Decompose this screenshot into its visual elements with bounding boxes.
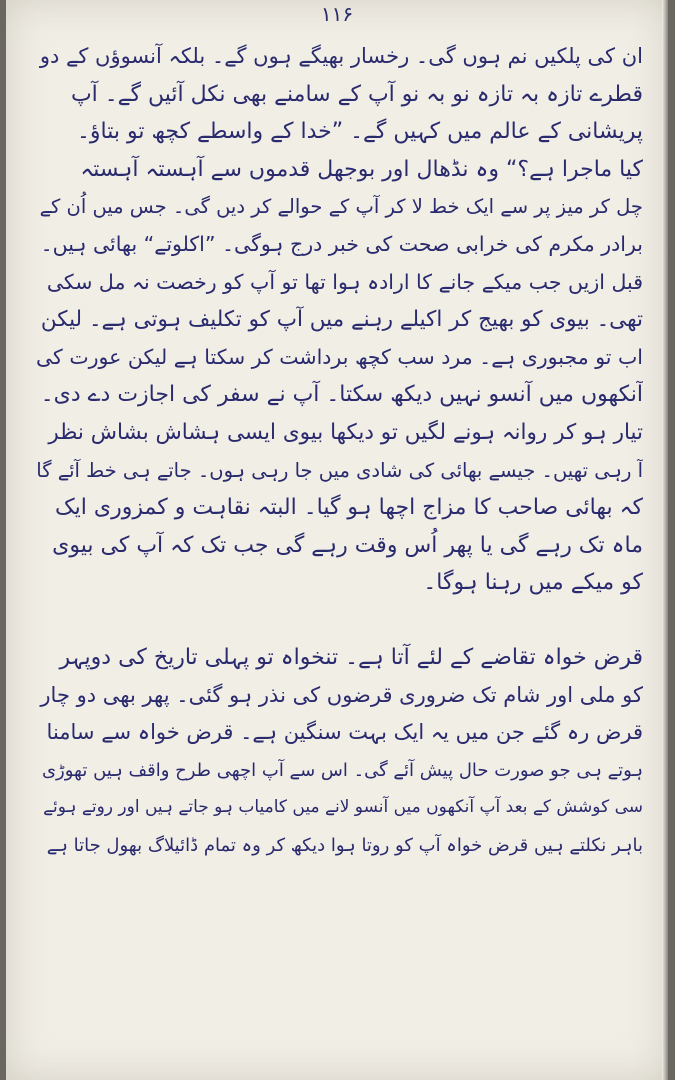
text-line: سی کوشش کے بعد آپ آنکھوں میں آنسو لانے میں کامیاب ہو جاتے ہیں اور روتے ہوئے [43, 797, 643, 818]
text-line: باہر نکلتے ہیں قرض خواہ آپ کو روتا ہوا دیکھ کر وہ تمام ڈائیلاگ بھول جاتا ہے [46, 834, 643, 856]
paragraph-1 [36, 38, 643, 602]
text-line: برادر مکرم کی خرابی صحت کی خبر درج ہوگی۔ ”اکلوتے“ بھائی ہیں۔ [40, 231, 643, 256]
text-line: تھی۔ بیوی کو بھیج کر اکیلے رہنے میں آپ کو تکلیف ہوتی ہے۔ لیکن [40, 307, 643, 333]
page-number: ۱۱۶ [320, 2, 354, 26]
text-line: کو میکے میں رہنا ہوگا۔ [423, 570, 643, 596]
book-page [6, 0, 668, 1080]
text-line: قبل ازیں جب میکے جانے کا ارادہ ہوا تھا تو آپ کو رخصت نہ مل سکی [46, 269, 643, 294]
text-line: آنکھوں میں آنسو نہیں دیکھ سکتا۔ آپ نے سفر کی اجازت دے دی۔ [40, 382, 643, 408]
text-line: قطرے تازہ بہ تازہ نو بہ نو آپ کے سامنے بھی نکل آئیں گے۔ آپ [70, 81, 643, 107]
page-edge [662, 0, 668, 1080]
text-line: قرض رہ گئے جن میں یہ ایک بہت سنگین ہے۔ قرض خواہ سے سامنا [46, 720, 643, 745]
text-line: کہ بھائی صاحب کا مزاج اچھا ہو گیا۔ البتہ نقاہت و کمزوری ایک [54, 495, 643, 521]
text-line: اب تو مجبوری ہے۔ مرد سب کچھ برداشت کر سکتا ہے لیکن عورت کی [36, 344, 643, 369]
text-line: تیار ہو کر روانہ ہونے لگیں تو دیکھا بیوی ایسی ہشاش بشاش نظر [48, 419, 643, 445]
text-line: کیا ماجرا ہے؟“ وہ نڈھال اور بوجھل قدموں سے آہستہ آہستہ [80, 156, 643, 182]
text-line: پریشانی کے عالم میں کہیں گے۔ ”خدا کے واسطے کچھ تو بتاؤ۔ [77, 119, 643, 145]
body-text [36, 38, 643, 864]
text-line: کو ملی اور شام تک ضروری قرضوں کی نذر ہو گئی۔ پھر بھی دو چار [40, 682, 643, 707]
text-line: قرض خواہ تقاضے کے لئے آتا ہے۔ تنخواہ تو پہلی تاریخ کی دوپہر [59, 644, 643, 670]
text-line: ماہ تک رہے گی یا پھر اُس وقت رہے گی جب تک کہ آپ کی بیوی [52, 532, 643, 558]
paragraph-spacer [36, 602, 643, 639]
text-line: ہوتے ہی جو صورت حال پیش آئے گی۔ اس سے آپ اچھی طرح واقف ہیں تھوڑی [41, 759, 643, 781]
paragraph-2 [36, 639, 643, 865]
text-line: ان کی پلکیں نم ہوں گی۔ رخسار بھیگے ہوں گے۔ بلکہ آنسوؤں کے دو [39, 44, 643, 68]
text-line: چل کر میز پر سے ایک خط لا کر آپ کے حوالے کر دیں گی۔ جس میں اُن کے [39, 195, 643, 219]
text-line: آ رہی تھیں۔ جیسے بھائی کی شادی میں جا رہی ہوں۔ جاتے ہی خط آئے گا [36, 458, 643, 482]
